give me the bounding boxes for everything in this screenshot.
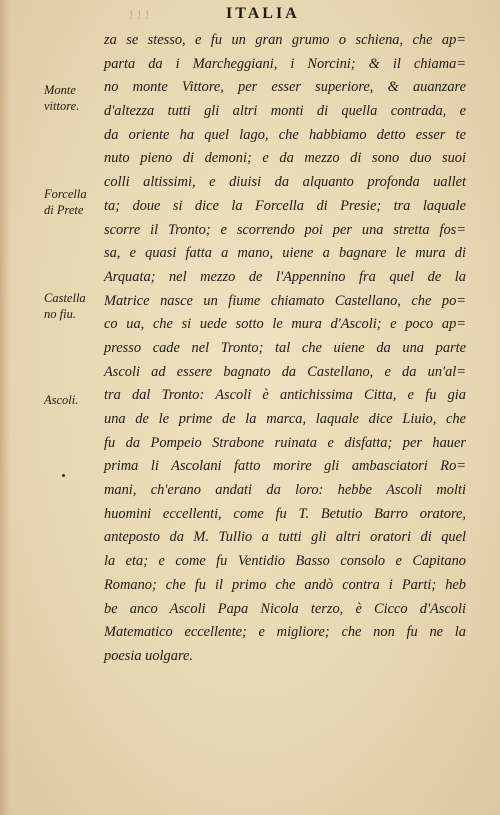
text-line: fu da Pompeio Strabone ruinata e disfatta; per hauer bbox=[104, 434, 466, 451]
margin-note-line: Monte bbox=[44, 83, 76, 97]
margin-note-castellano bbox=[44, 290, 102, 322]
text-line: nuto pieno di demoni; e da mezzo di sono duo suoi bbox=[104, 150, 466, 167]
text-line: scorre il Tronto; e scorrendo poi per una stretta fos= bbox=[104, 221, 466, 238]
text-line: Arquata; nel mezzo de l'Appennino fra quel de la bbox=[104, 268, 466, 285]
text-line: d'altezza tutti gli altri monti di quella contrada, e bbox=[104, 103, 466, 120]
margin-note-line: vittore. bbox=[44, 99, 80, 113]
body-text bbox=[104, 29, 466, 669]
show-through-folio: 111 bbox=[128, 7, 153, 22]
text-line: be anco Ascoli Papa Nicola terzo, è Cicco d'Ascoli bbox=[104, 600, 466, 617]
page-gutter-shadow bbox=[0, 0, 10, 815]
text-line: Matrice nasce un fiume chiamato Castellano, che po= bbox=[104, 292, 466, 309]
text-line: no monte Vittore, per esser superiore, & auanzare bbox=[104, 79, 466, 96]
text-line: Ascoli ad essere bagnato da Castellano, e da un'al= bbox=[104, 363, 466, 380]
text-line: prima li Ascolani fatto morire gli ambasciatori Ro= bbox=[104, 458, 466, 475]
running-title: ITALIA bbox=[226, 5, 300, 22]
text-line: huomini eccellenti, come fu T. Betutio Barro oratore, bbox=[104, 505, 466, 522]
text-line: sa, e quasi fatta a mano, uiene a bagnare le mura di bbox=[104, 245, 466, 262]
text-line: za se stesso, e fu un gran grumo o schiena, che ap= bbox=[104, 32, 466, 48]
text-line: anteposto da M. Tullio a tutti gli altri oratori di quel bbox=[104, 529, 466, 546]
text-line: da oriente ha quel lago, che habbiamo detto esser te bbox=[104, 126, 466, 143]
text-line: una de le prime de la marca, laquale dice Liuio, che bbox=[104, 411, 466, 427]
margin-note-line: Forcella bbox=[44, 187, 87, 201]
text-line: mani, ch'erano andati da loro: hebbe Ascoli molti bbox=[104, 482, 466, 499]
page-header bbox=[0, 5, 500, 25]
text-line: presso cade nel Tronto; tal che uiene da una parte bbox=[104, 339, 466, 356]
text-line: poesia uolgare. bbox=[104, 647, 193, 664]
text-line: tra dal Tronto: Ascoli è antichissima Citta, e fu gia bbox=[104, 387, 466, 404]
text-line: Romano; che fu il primo che andò contra i Parti; heb bbox=[104, 576, 466, 593]
text-line: colli altissimi, e diuisi da alquanto profonda uallet bbox=[104, 174, 466, 191]
margin-note-line: no fiu. bbox=[44, 307, 76, 321]
ink-speck bbox=[62, 474, 65, 477]
text-line: co ua, che si uede sotto le mura d'Ascoli; e poco ap= bbox=[104, 316, 466, 333]
margin-note-forcella bbox=[44, 186, 102, 218]
margin-note-ascoli bbox=[44, 392, 102, 408]
margin-note-monte-vittore bbox=[44, 82, 102, 114]
text-line: ta; doue si dice la Forcella di Presie; tra laquale bbox=[104, 197, 466, 214]
margin-note-line: di Prete bbox=[44, 203, 84, 217]
margin-note-line: Ascoli. bbox=[44, 393, 79, 407]
text-line: la eta; e come fu Ventidio Basso consolo e Capitano bbox=[104, 553, 466, 570]
text-line: parta da i Marcheggiani, i Norcini; & il chiama= bbox=[104, 55, 466, 72]
margin-note-line: Castella bbox=[44, 291, 86, 305]
text-line: Matematico eccellente; e migliore; che non fu ne la bbox=[104, 624, 466, 641]
